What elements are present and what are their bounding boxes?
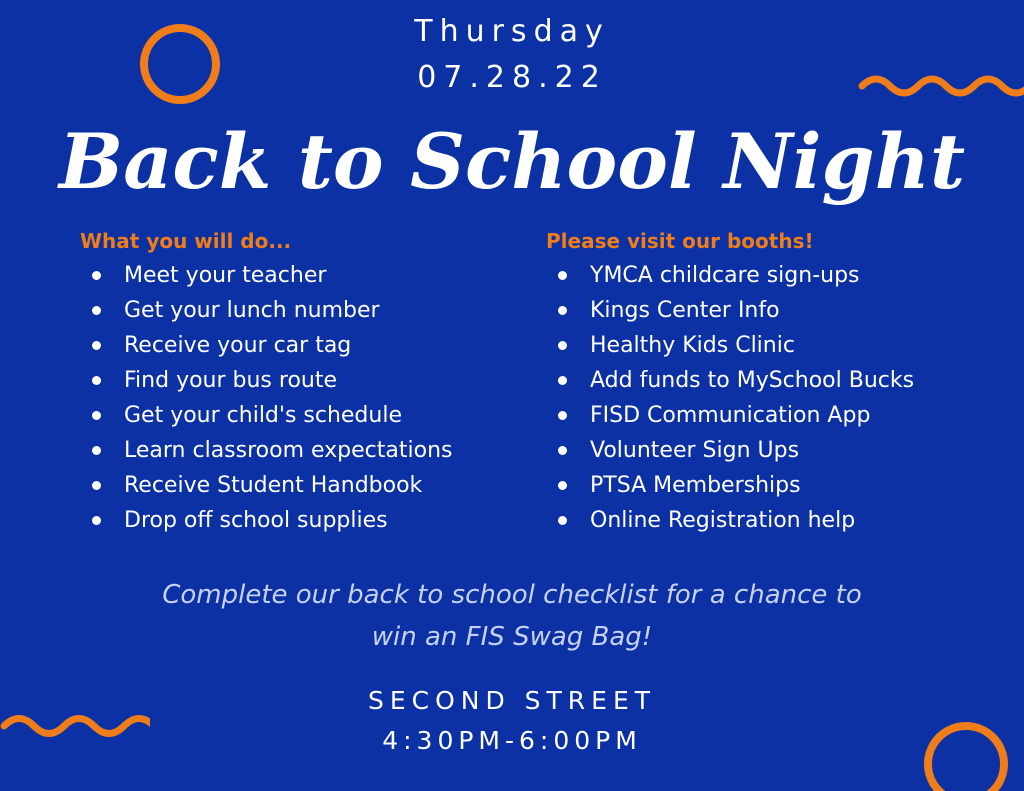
list-item-label: Volunteer Sign Ups — [590, 438, 800, 463]
checklist-line-1: Complete our back to school checklist for a chance to — [162, 580, 862, 610]
bullet-icon — [558, 376, 567, 385]
list-item — [546, 293, 986, 328]
bullet-icon — [558, 481, 567, 490]
list-item-label: Get your child's schedule — [124, 403, 402, 428]
list-item — [80, 258, 520, 293]
list-item — [80, 433, 520, 468]
list-item — [546, 468, 986, 503]
list-item — [546, 258, 986, 293]
page-title: Back to School Night — [58, 116, 966, 206]
bullet-icon — [92, 376, 101, 385]
bullet-icon — [92, 341, 101, 350]
event-day: Thursday — [414, 14, 610, 49]
event-time: 4:30PM-6:00PM — [382, 726, 642, 755]
list-item-label: Meet your teacher — [124, 263, 327, 288]
bullet-icon — [558, 271, 567, 280]
checklist-line-2: win an FIS Swag Bag! — [371, 622, 653, 652]
list-item — [80, 328, 520, 363]
list-item — [80, 293, 520, 328]
list-item-label: Healthy Kids Clinic — [590, 333, 795, 358]
list-item — [546, 363, 986, 398]
activities-column — [80, 226, 520, 538]
list-item-label: Online Registration help — [590, 508, 856, 533]
list-item — [80, 363, 520, 398]
list-item-label: PTSA Memberships — [590, 473, 801, 498]
list-item-label: Kings Center Info — [590, 298, 780, 323]
bullet-icon — [558, 411, 567, 420]
event-date: 07.28.22 — [417, 60, 607, 95]
bullet-icon — [92, 411, 101, 420]
list-item-label: Learn classroom expectations — [124, 438, 453, 463]
bullet-icon — [558, 446, 567, 455]
activities-list — [80, 258, 520, 538]
bullet-icon — [92, 481, 101, 490]
list-item — [80, 503, 520, 538]
bullet-icon — [92, 306, 101, 315]
list-item — [546, 433, 986, 468]
list-item — [546, 398, 986, 433]
list-item — [80, 398, 520, 433]
list-item — [546, 503, 986, 538]
list-item-label: YMCA childcare sign-ups — [590, 263, 860, 288]
list-item — [546, 328, 986, 363]
bullet-icon — [558, 341, 567, 350]
booths-list — [546, 258, 986, 538]
list-item-label: Receive your car tag — [124, 333, 352, 358]
activities-heading: What you will do... — [80, 229, 292, 253]
title-banner — [60, 106, 964, 216]
bullet-icon — [558, 516, 567, 525]
bullet-icon — [92, 516, 101, 525]
list-item-label: Add funds to MySchool Bucks — [590, 368, 915, 393]
event-location: SECOND STREET — [367, 686, 657, 715]
list-item-label: Drop off school supplies — [124, 508, 388, 533]
list-item — [80, 468, 520, 503]
list-item-label: Receive Student Handbook — [124, 473, 423, 498]
bullet-icon — [92, 271, 101, 280]
bullet-icon — [92, 446, 101, 455]
list-item-label: FISD Communication App — [590, 403, 871, 428]
booths-heading: Please visit our booths! — [546, 229, 814, 253]
list-item-label: Get your lunch number — [124, 298, 380, 323]
list-item-label: Find your bus route — [124, 368, 338, 393]
bullet-icon — [558, 306, 567, 315]
checklist-message — [112, 574, 912, 658]
booths-column — [546, 226, 986, 538]
